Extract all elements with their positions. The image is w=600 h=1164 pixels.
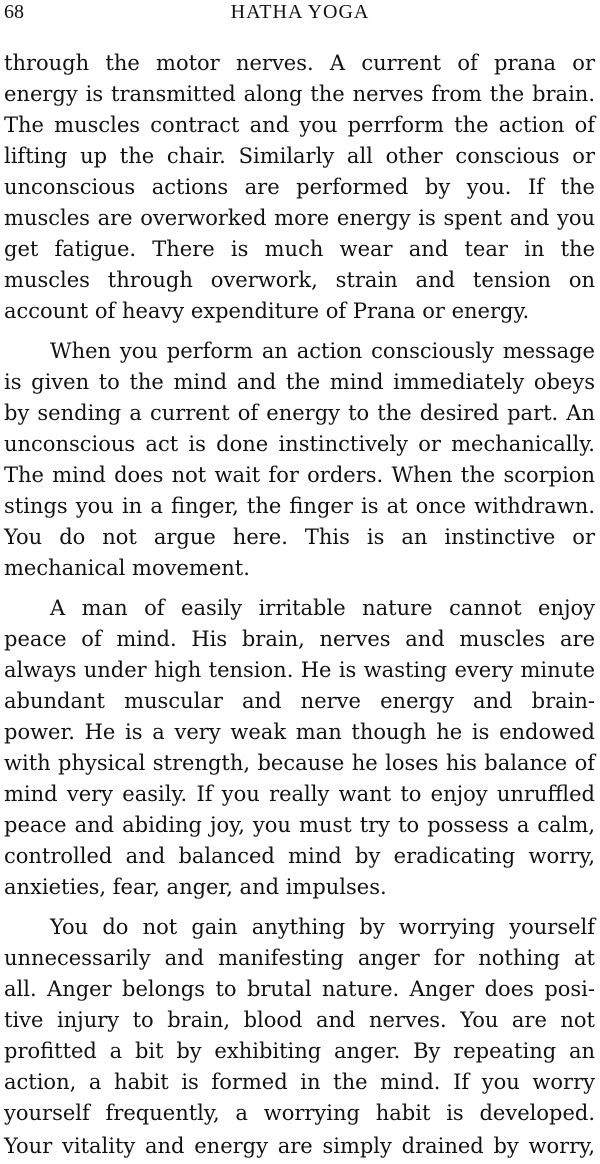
text-line: tive injury to brain, blood and nerves. You are not bbox=[4, 1008, 595, 1032]
text-line: mind very easily. If you really want to enjoy unruffled bbox=[4, 782, 595, 806]
text-line: unnecessarily and manifesting anger for nothing at bbox=[4, 946, 595, 970]
text-line: unconscious act is done instinctively or mechanically. bbox=[4, 432, 595, 456]
text-line: A man of easily irritable nature cannot enjoy bbox=[50, 596, 595, 620]
text-line: muscles through overwork, strain and tension on bbox=[4, 268, 595, 292]
paragraph bbox=[4, 336, 595, 584]
text-line: mechanical movement. bbox=[4, 556, 250, 580]
text-line: You do not argue here. This is an instinctive or bbox=[4, 525, 595, 549]
text-line: abundant muscular and nerve energy and brain- bbox=[4, 689, 595, 713]
text-line: anxieties, fear, anger, and impulses. bbox=[4, 875, 387, 899]
text-line: all. Anger belongs to brutal nature. Anger does posi- bbox=[4, 977, 595, 1001]
text-line: When you perform an action consciously message bbox=[50, 339, 595, 363]
text-line: stings you in a finger, the finger is at once withdrawn. bbox=[4, 494, 595, 518]
page-header bbox=[0, 0, 600, 30]
text-line: always under high tension. He is wasting every minute bbox=[4, 658, 595, 682]
paragraph bbox=[4, 593, 595, 903]
text-line: account of heavy expenditure of Prana or energy. bbox=[4, 299, 530, 323]
text-line: You do not gain anything by worrying yourself bbox=[50, 915, 595, 939]
paragraph bbox=[4, 912, 595, 1158]
text-line: unconscious actions are performed by you. If the bbox=[4, 175, 595, 199]
text-line: power. He is a very weak man though he is endowed bbox=[4, 720, 595, 744]
text-line: with physical strength, because he loses his balance of bbox=[4, 751, 595, 775]
text-line: through the motor nerves. A current of prana or bbox=[4, 51, 595, 75]
body-text bbox=[4, 48, 595, 1164]
text-line: lifting up the chair. Similarly all other conscious or bbox=[4, 144, 595, 168]
running-title: HATHA YOGA bbox=[230, 1, 370, 23]
text-line: is given to the mind and the mind immediately obeys bbox=[4, 370, 595, 394]
text-line: The mind does not wait for orders. When the scorpion bbox=[4, 463, 595, 487]
text-line: peace and abiding joy, you must try to possess a calm, bbox=[4, 813, 595, 837]
text-line: muscles are overworked more energy is spent and you bbox=[4, 206, 595, 230]
text-line: profitted a bit by exhibiting anger. By repeating an bbox=[4, 1039, 595, 1063]
text-line: get fatigue. There is much wear and tear in the bbox=[4, 237, 595, 261]
text-line: controlled and balanced mind by eradicating worry, bbox=[4, 844, 595, 868]
text-line: peace of mind. His brain, nerves and muscles are bbox=[4, 627, 595, 651]
text-line: Your vitality and energy are simply drained by worry, bbox=[4, 1134, 595, 1158]
text-line: action, a habit is formed in the mind. If you worry bbox=[4, 1070, 595, 1094]
text-line: yourself frequently, a worrying habit is developed. bbox=[4, 1101, 595, 1125]
text-line: The muscles contract and you perrform the action of bbox=[4, 113, 595, 137]
text-line: by sending a current of energy to the desired part. An bbox=[4, 401, 595, 425]
paragraph bbox=[4, 48, 595, 327]
page-number: 68 bbox=[4, 1, 24, 23]
text-line: energy is transmitted along the nerves from the brain. bbox=[4, 82, 595, 106]
